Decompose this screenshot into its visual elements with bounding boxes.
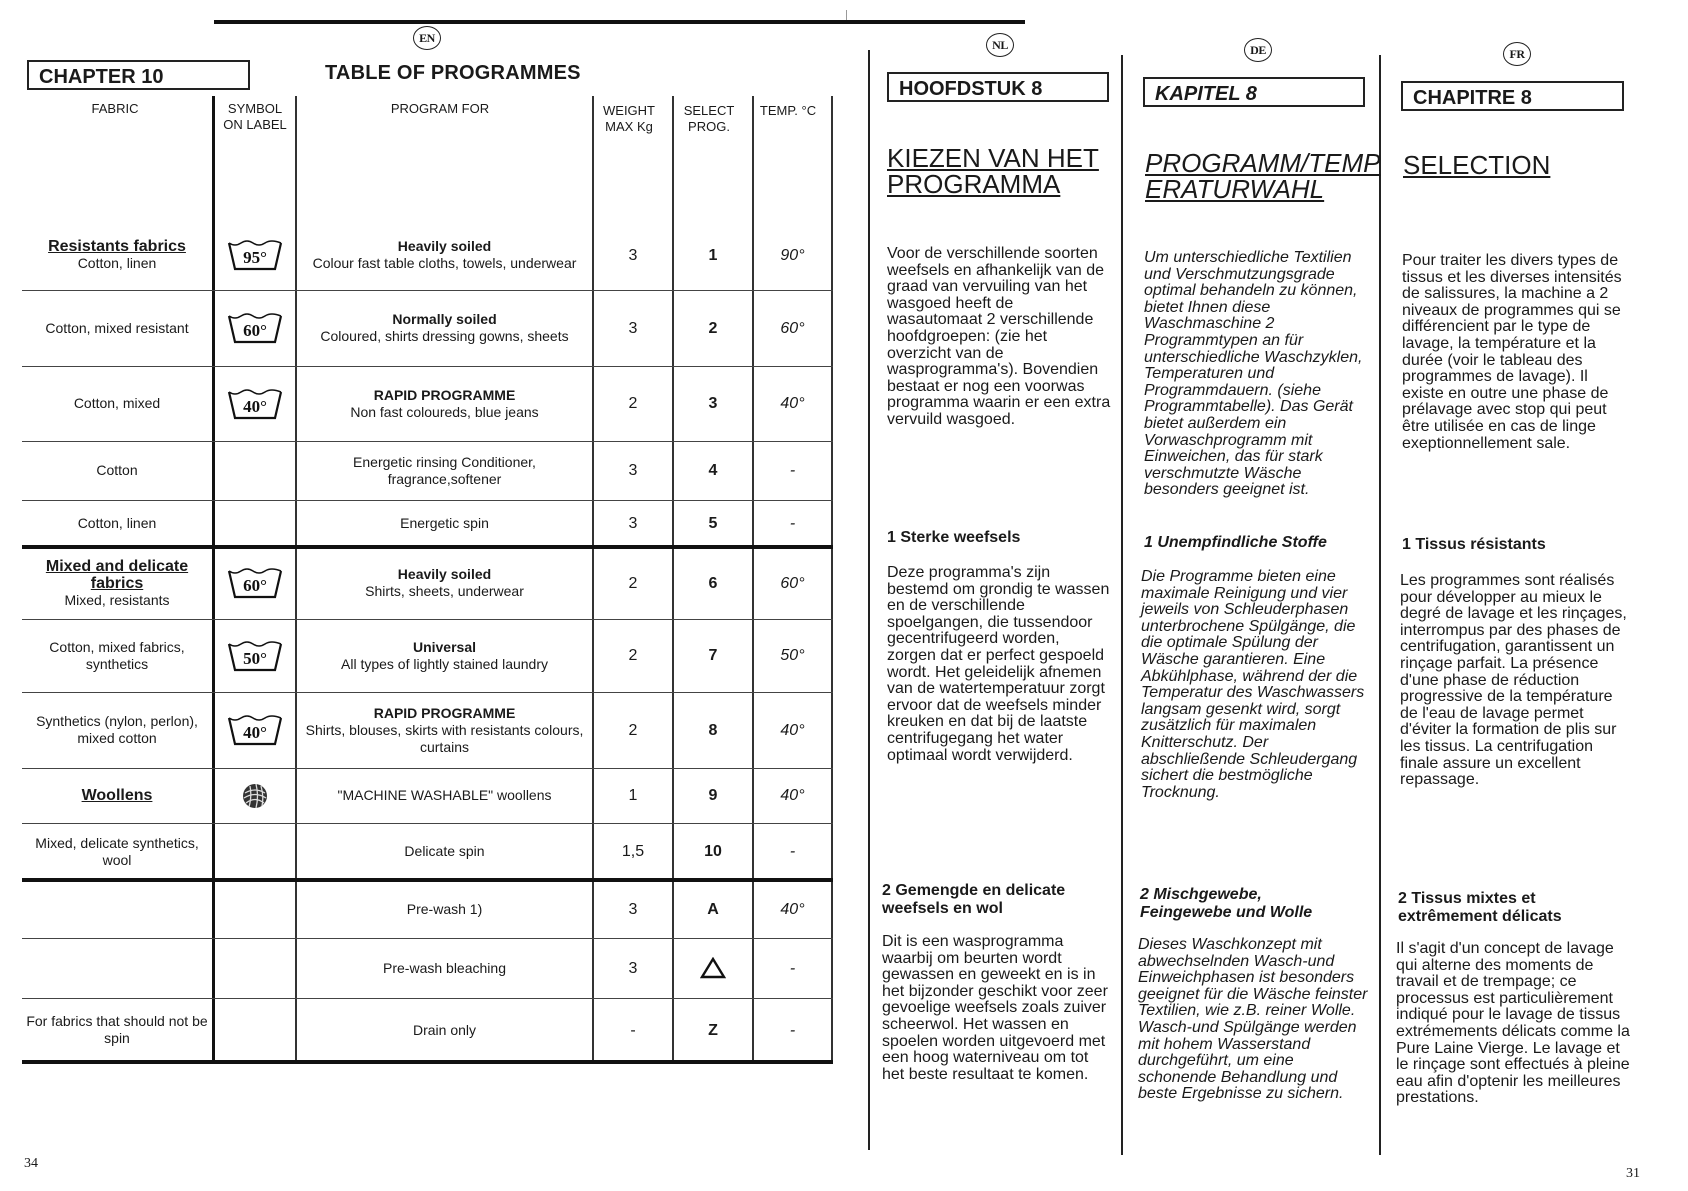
fabric-cell [22, 547, 212, 619]
program-cell [305, 880, 584, 938]
header-temp: TEMP. °C [759, 103, 817, 118]
intro-paragraph-fr: Pour traiter les divers types de tissus et les diverses intensités de salissures, la machine a 2 niveaux de programmes qui se différencient par le type de lavage, la température et la durée (voir le tableau des programmes de lavage). Il existe en outre une phase de prélavage avec stop qui peut être utilisée en cas de linge exeptionnellement sale. [1402, 252, 1622, 452]
fabric-category: Resistants fabrics [48, 238, 186, 255]
section-title-line: PROGRAMM/TEMP [1145, 148, 1381, 178]
wash-temperature-label: 50° [242, 648, 267, 668]
temperature-cell: - [789, 462, 796, 479]
chapter-heading-fr: CHAPITRE 8 [1401, 81, 1624, 111]
program-cell [305, 366, 584, 441]
section-title-fr: SELECTION [1403, 150, 1551, 180]
header-select: SELECT PROG. [683, 103, 735, 134]
weight-cell: 2 [628, 647, 638, 664]
weight-cell: 1,5 [621, 843, 645, 860]
table-divider [295, 96, 297, 1062]
section-title-line: ERATURWAHL [1145, 174, 1325, 204]
fabric-cell [22, 823, 212, 880]
program-cell [305, 768, 584, 823]
program-number-cell: 6 [708, 574, 718, 592]
header-weight: WEIGHT MAX Kg [603, 103, 655, 134]
fabric-type: Cotton, mixed fabrics, synthetics [49, 638, 185, 672]
weight-cell: - [630, 1021, 636, 1039]
wash-tub-icon [225, 237, 285, 273]
program-cell [305, 500, 584, 547]
subheading-fr-1: 1 Tissus résistants [1402, 536, 1546, 553]
language-badge-en: EN [413, 26, 441, 50]
temperature-cell: - [789, 1021, 796, 1039]
subheading-nl-2: 2 Gemengde en delicate weefsels en wol [882, 882, 1066, 917]
program-cell [305, 938, 584, 998]
section-title-nl [887, 145, 1099, 197]
temperature-cell: 40° [780, 395, 805, 412]
paragraph-de-1: Die Programme bieten eine maximale Reinigung und vier jeweils von Schleuderphasen unterbrochene Spülgänge, die die optimale Spülung der Wäsche garantieren. Eine Abkühlphase, während der die Temperatur des Waschwassers langsam gesenkt wird, sorgt zusätzlich für maximalen Knitterschutz. Der abschließende Schleudergang sichert die bestmögliche Trocknung. [1141, 568, 1365, 801]
weight-cell: 3 [628, 959, 638, 977]
wash-temperature-label: 60° [242, 576, 267, 595]
program-description: Drain only [412, 1021, 477, 1038]
program-description: Energetic spin [400, 515, 489, 531]
program-description: Non fast coloureds, blue jeans [350, 403, 539, 420]
temperature-cell: 40° [780, 900, 805, 918]
fabric-cell [22, 619, 212, 692]
weight-cell: 3 [628, 319, 638, 337]
program-cell [305, 220, 584, 290]
care-symbol-cell [214, 366, 295, 441]
chapter-heading: CHAPTER 10 [27, 60, 250, 90]
wool-ball-icon [240, 781, 270, 811]
wash-tub-icon [225, 565, 285, 601]
column-rule [868, 50, 870, 1150]
fabric-type: Cotton, mixed resistant [45, 319, 189, 336]
paragraph-nl-2: Dit is een wasprogramma waarbij om beurten wordt gewassen en geweekt en is in het bijzonder geschikt voor zeer gevoelige weefsels zoals zuiver scheerwol. Het wassen en spoelen worden uitgevoerd met een hoog waterniveau om tot het beste resultaat te komen. [882, 933, 1108, 1083]
program-name: Heavily soiled [397, 238, 492, 254]
program-description: Colour fast table cloths, towels, underwear [312, 255, 577, 271]
weight-cell: 2 [628, 721, 638, 739]
program-description: "MACHINE WASHABLE" woollens [337, 787, 552, 803]
fabric-cell [22, 768, 212, 823]
program-number-cell: Z [708, 1021, 718, 1039]
program-cell [305, 823, 584, 880]
program-cell [305, 290, 584, 366]
program-number-cell: 5 [708, 515, 718, 532]
paragraph-fr-2: Il s'agit d'un concept de lavage qui alterne des moments de travail et de trempage; ce processus est particulièrement indiqué pour le lavage de tissus extrémements délicats comme la Pure Laine Vierge. Le lavage et le rinçage sont effectués à pleine eau afin d'optenir les meilleures prestations. [1396, 940, 1630, 1107]
subheading-de-1: 1 Unempfindliche Stoffe [1144, 534, 1327, 551]
fabric-cell [22, 692, 212, 768]
weight-cell: 3 [628, 462, 638, 479]
temperature-cell: 40° [780, 787, 805, 804]
program-description: Coloured, shirts dressing gowns, sheets [320, 328, 569, 344]
program-description: Delicate spin [404, 843, 485, 859]
program-number-cell: 7 [708, 647, 718, 664]
table-row-divider [22, 1060, 833, 1064]
wash-tub-icon [225, 712, 285, 748]
fabric-category: Mixed and delicate fabrics [45, 557, 189, 592]
bleach-triangle-icon [700, 957, 726, 979]
intro-paragraph-de: Um unterschiedliche Textilien und Verschmutzungsgrade optimal behandeln zu können, bietet Ihnen diese Waschmaschine 2 Programmtypen an für unterschiedliche Waschzyklen, Temperaturen und Programmdauern. (siehe Programmtabelle). Das Gerät bietet außerdem ein Vorwaschprogramm mit Einweichen, das für stark verschmutzte Wäsche besonders geeignet ist. [1144, 249, 1363, 499]
paragraph-fr-1: Les programmes sont réalisés pour développer au mieux le degré de lavage et les rinçages, interrompus par des phases de centrifugation, garantissent un rinçage parfait. La présence d'une phase de réduction progressive de la température de l'eau de lavage permet d'éviter la formation de plis sur les tissus. La centrifugation finale assure un excellent repassage. [1400, 572, 1627, 789]
program-description: Shirts, sheets, underwear [365, 583, 524, 599]
weight-cell: 2 [628, 574, 638, 592]
program-number-cell: 3 [708, 395, 718, 412]
fabric-type: Cotton [96, 462, 138, 478]
temperature-cell: 90° [780, 246, 805, 264]
header-symbol: SYMBOL ON LABEL [223, 101, 287, 132]
care-symbol-cell [214, 220, 295, 290]
fabric-type: Cotton, mixed [73, 395, 161, 411]
wash-temperature-label: 95° [242, 248, 267, 267]
wash-tub-icon [225, 386, 285, 422]
weight-cell: 3 [628, 900, 638, 918]
program-number-cell: 1 [708, 246, 718, 264]
table-divider [831, 96, 833, 1062]
fabric-category: Woollens [81, 787, 153, 804]
section-title-line: KIEZEN VAN HET [887, 143, 1099, 173]
weight-cell: 1 [628, 787, 638, 804]
fabric-type: Mixed, delicate synthetics, wool [35, 834, 199, 868]
program-cell [305, 441, 584, 500]
program-description: All types of lightly stained laundry [341, 655, 548, 672]
paragraph-de-2: Dieses Waschkonzept mit abwechselnden Wasch-und Einweichphasen ist besonders geeignet für die Wäsche feinster Textilien, wie z.B. reiner Wolle. Wasch-und Spülgänge werden mit hohem Wasserstand durchgeführt, um eine schonende Behandlung und beste Ergebnisse zu sichern. [1138, 936, 1368, 1103]
program-number-cell: 8 [708, 721, 718, 739]
fabric-cell [22, 441, 212, 500]
program-number-cell [674, 938, 752, 998]
page-number-right: 31 [1626, 1166, 1640, 1181]
scan-mark [846, 10, 847, 20]
paragraph-nl-1: Deze programma's zijn bestemd om grondig te wassen en de verschillende spoelgangen, die tussendoor gecentrifugeerd worden, zorgen dat er perfect gespoeld wordt. Het geleidelijk afnemen van de watertemperatuur zorgt ervoor dat de weefsels minder kreuken en dat bij de laatste centrifugegang het water optimaal wordt verwijderd. [887, 564, 1110, 764]
fabric-type: Synthetics (nylon, perlon), mixed cotton [36, 713, 198, 746]
fabric-cell [22, 880, 212, 938]
program-name: RAPID PROGRAMME [373, 704, 516, 721]
wash-temperature-label: 40° [242, 396, 267, 416]
fabric-type: Cotton, linen [77, 515, 157, 531]
fabric-cell [22, 938, 212, 998]
temperature-cell: - [789, 959, 796, 977]
weight-cell: 3 [628, 246, 638, 264]
table-row-divider [214, 20, 1025, 24]
program-cell [305, 619, 584, 692]
program-description: Pre-wash bleaching [383, 959, 506, 976]
temperature-cell: 60° [780, 574, 805, 592]
weight-cell: 3 [628, 515, 638, 532]
header-program: PROGRAM FOR [390, 101, 490, 116]
subheading-nl-1: 1 Sterke weefsels [887, 529, 1021, 546]
language-badge-fr: FR [1503, 42, 1531, 66]
temperature-cell: 40° [780, 721, 805, 739]
section-title-de [1145, 150, 1380, 202]
program-number-cell: 2 [708, 319, 718, 337]
program-name: Universal [412, 638, 477, 655]
fabric-type: Mixed, resistants [64, 591, 170, 608]
fabric-cell [22, 220, 212, 290]
care-symbol-cell [214, 290, 295, 366]
wash-temperature-label: 40° [242, 723, 267, 742]
care-symbol-cell [214, 547, 295, 619]
program-number-cell: A [707, 900, 719, 918]
fabric-cell [22, 290, 212, 366]
subheading-fr-2: 2 Tissus mixtes et extrêmement délicats [1398, 890, 1562, 925]
program-number-cell: 4 [708, 462, 718, 479]
weight-cell: 2 [628, 395, 638, 412]
language-badge-de: DE [1244, 38, 1272, 62]
care-symbol-cell [214, 768, 295, 823]
fabric-type: Cotton, linen [77, 255, 157, 271]
fabric-type: For fabrics that should not be spin [26, 1013, 208, 1046]
temperature-cell: - [789, 843, 796, 860]
temperature-cell: 60° [780, 319, 805, 337]
wash-tub-icon [225, 638, 285, 674]
program-cell [305, 998, 584, 1062]
program-name: RAPID PROGRAMME [373, 386, 516, 403]
program-description: Energetic rinsing Conditioner, fragrance,softener [353, 453, 536, 487]
program-name: Heavily soiled [397, 566, 492, 582]
care-symbol-cell [214, 619, 295, 692]
section-title-line: PROGRAMMA [887, 169, 1061, 199]
wash-tub-icon [225, 310, 285, 346]
fabric-cell [22, 998, 212, 1062]
chapter-heading-de: KAPITEL 8 [1143, 77, 1365, 107]
intro-paragraph-nl: Voor de verschillende soorten weefsels en afhankelijk van de graad van vervuiling van het wasgoed heeft de wasautomaat 2 verschillende hoofdgroepen: (zie het overzicht van de wasprogramma's). Bovendien bestaat er nog een voorwas programma waarin er een extra vervuild wasgoed. [887, 245, 1111, 428]
language-badge-nl: NL [986, 33, 1014, 57]
fabric-cell [22, 500, 212, 547]
program-number-cell: 9 [708, 787, 718, 804]
column-rule [1379, 55, 1381, 1155]
program-cell [305, 692, 584, 768]
table-title: TABLE OF PROGRAMMES [325, 62, 581, 84]
care-symbol-cell [214, 692, 295, 768]
program-cell [305, 547, 584, 619]
program-description: Shirts, blouses, skirts with resistants colours, curtains [305, 721, 584, 755]
temperature-cell: 50° [780, 647, 805, 664]
program-description: Pre-wash 1) [406, 900, 483, 917]
subheading-de-2: 2 Mischgewebe, Feingewebe und Wolle [1140, 886, 1313, 921]
program-name: Normally soiled [392, 311, 497, 327]
chapter-heading-nl: HOOFDSTUK 8 [887, 72, 1109, 102]
wash-temperature-label: 60° [242, 321, 267, 340]
fabric-cell [22, 366, 212, 441]
program-number-cell: 10 [704, 843, 722, 860]
header-fabric: FABRIC [91, 101, 139, 116]
column-rule [1121, 55, 1123, 1155]
temperature-cell: - [789, 515, 796, 532]
page-number-left: 34 [24, 1156, 38, 1171]
